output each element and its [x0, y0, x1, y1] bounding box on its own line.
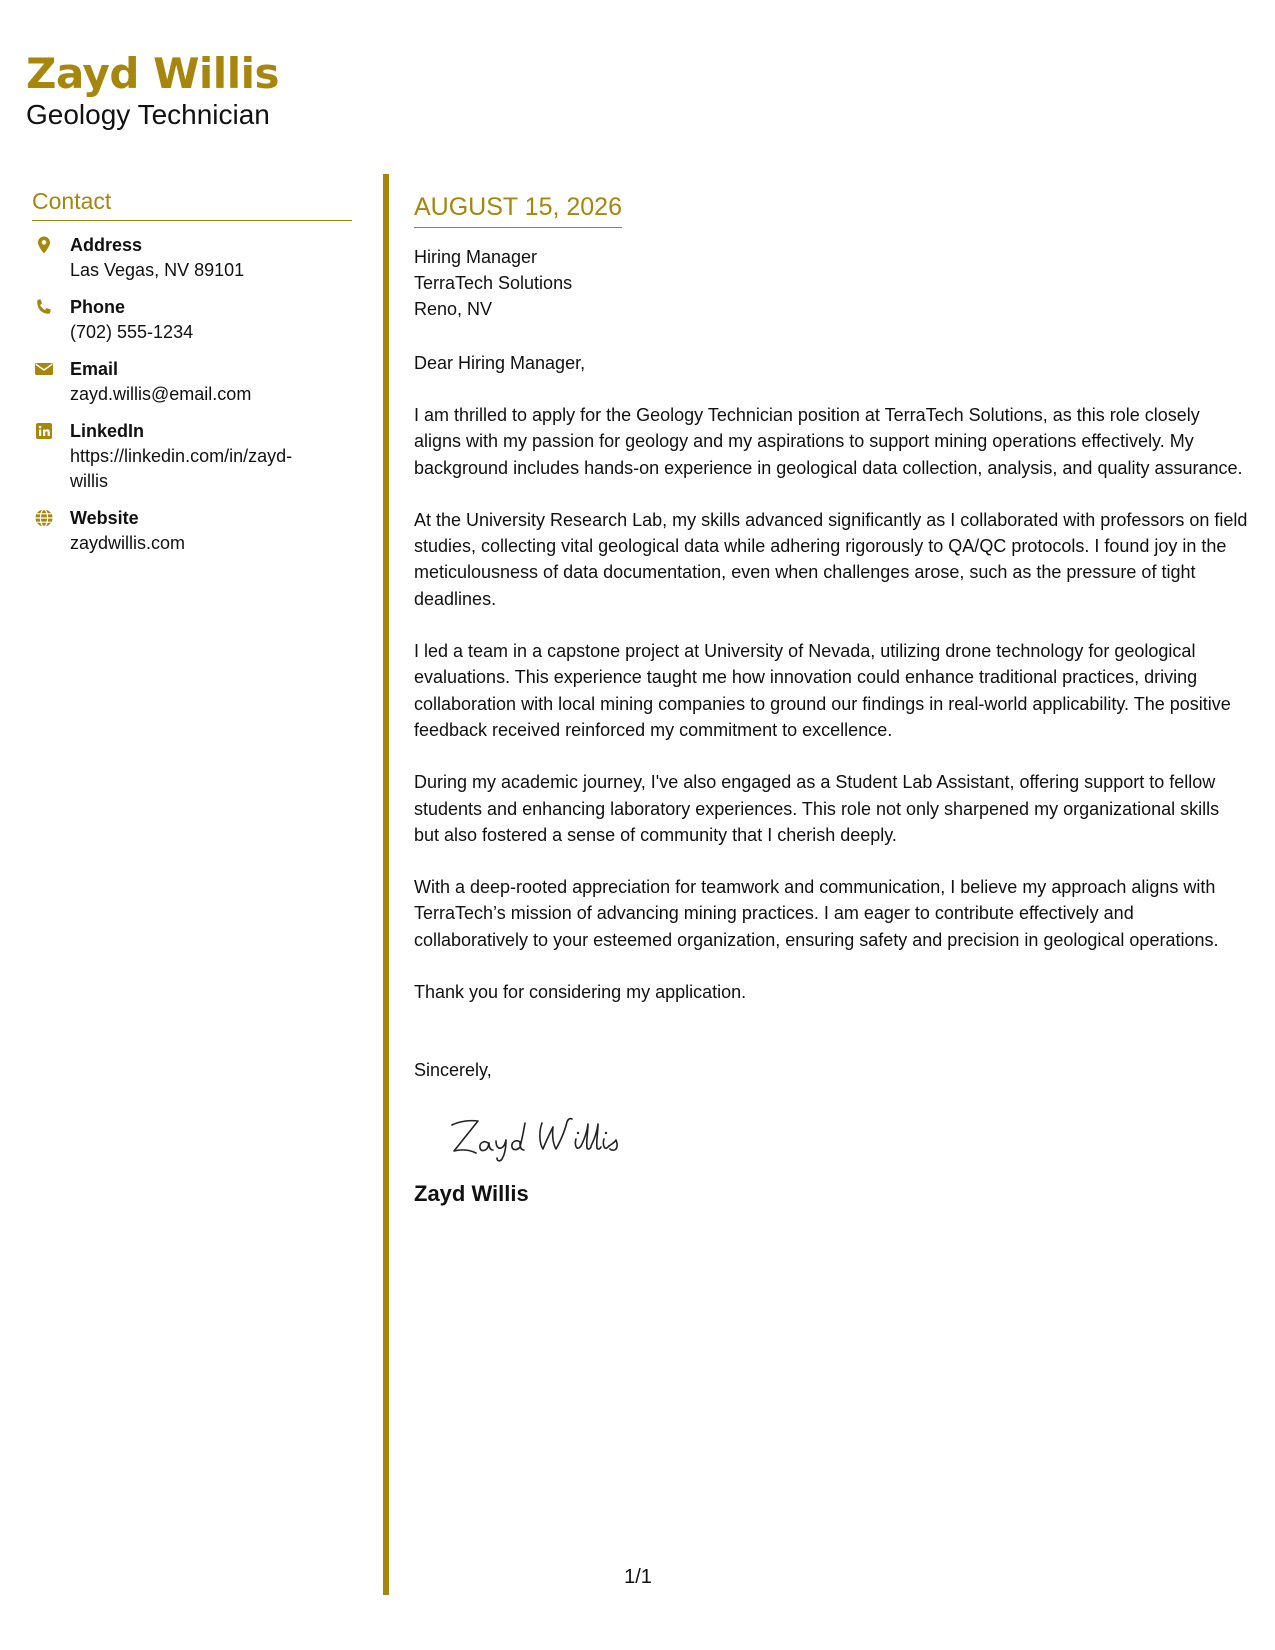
envelope-icon [34, 359, 54, 379]
contact-label: Website [70, 508, 139, 528]
contact-item-linkedin [32, 419, 352, 494]
contact-item-address [32, 233, 352, 283]
contact-label: Email [70, 359, 119, 379]
recipient-line: TerraTech Solutions [414, 273, 573, 293]
contact-label: Address [70, 235, 143, 255]
applicant-name: Zayd Willis [26, 49, 279, 98]
letter-paragraph: Thank you for considering my application. [414, 982, 747, 1003]
page-number: 1/1 [624, 1566, 652, 1588]
linkedin-icon [34, 421, 54, 441]
letter-body [414, 190, 1249, 1209]
contact-item-email [32, 357, 352, 407]
letter-paragraph: With a deep-rooted appreciation for teamwork and communication, I believe my approach aligns with TerraTech’s mission of advancing mining practices. I am eager to contribute effectively and collaboratively to your esteemed organization, ensuring safety and precision in geological operations. [414, 877, 1219, 950]
recipient-line: Reno, NV [414, 299, 493, 319]
letter-paragraph: I am thrilled to apply for the Geology Technician position at TerraTech Solutions, as this role closely aligns with my passion for geology and my aspirations to support mining operations effectively. My background includes hands-on experience in geological data collection, analysis, and quality assurance. [414, 405, 1243, 478]
contact-heading: Contact [32, 186, 352, 221]
phone-value: (702) 555-1234 [70, 322, 194, 342]
closing: Sincerely, [414, 1060, 492, 1081]
contact-item-phone [32, 295, 352, 345]
recipient-block [414, 244, 1249, 322]
handwritten-signature [444, 1109, 654, 1167]
applicant-job-title: Geology Technician [26, 99, 270, 130]
address-value: Las Vegas, NV 89101 [70, 260, 245, 280]
contact-sidebar [32, 186, 352, 568]
phone-icon [34, 297, 54, 317]
contact-label: Phone [70, 297, 126, 317]
contact-label: LinkedIn [70, 421, 145, 441]
email-value: zayd.willis@email.com [70, 384, 252, 404]
signer-name: Zayd Willis [414, 1181, 529, 1207]
letter-date: AUGUST 15, 2026 [414, 190, 622, 228]
website-value: zaydwillis.com [70, 533, 186, 553]
greeting: Dear Hiring Manager, [414, 353, 586, 373]
globe-icon [34, 508, 54, 528]
letter-paragraph: During my academic journey, I've also engaged as a Student Lab Assistant, offering support to fellow students and enhancing laboratory experiences. This role not only sharpened my organizational skills but also fostered a sense of community that I cherish deeply. [414, 772, 1220, 845]
letter-paragraph: At the University Research Lab, my skills advanced significantly as I collaborated with professors on field studies, collecting vital geological data while adhering rigorously to QA/QC protocols. I found joy in the meticulousness of data documentation, even when challenges arose, such as the pressure of tight deadlines. [414, 509, 1248, 609]
map-pin-icon [34, 235, 54, 255]
resume-header [26, 48, 279, 132]
letter-paragraph: I led a team in a capstone project at University of Nevada, utilizing drone technology for geological evaluations. This experience taught me how innovation could enhance traditional practices, driving collaboration with local mining companies to ground our findings in real-world applicability. The positive feedback received reinforced my commitment to excellence. [414, 641, 1231, 740]
recipient-line: Hiring Manager [414, 247, 538, 267]
vertical-divider [383, 174, 389, 1595]
linkedin-value: https://linkedin.com/in/zayd-willis [70, 446, 293, 491]
contact-item-website [32, 506, 352, 556]
